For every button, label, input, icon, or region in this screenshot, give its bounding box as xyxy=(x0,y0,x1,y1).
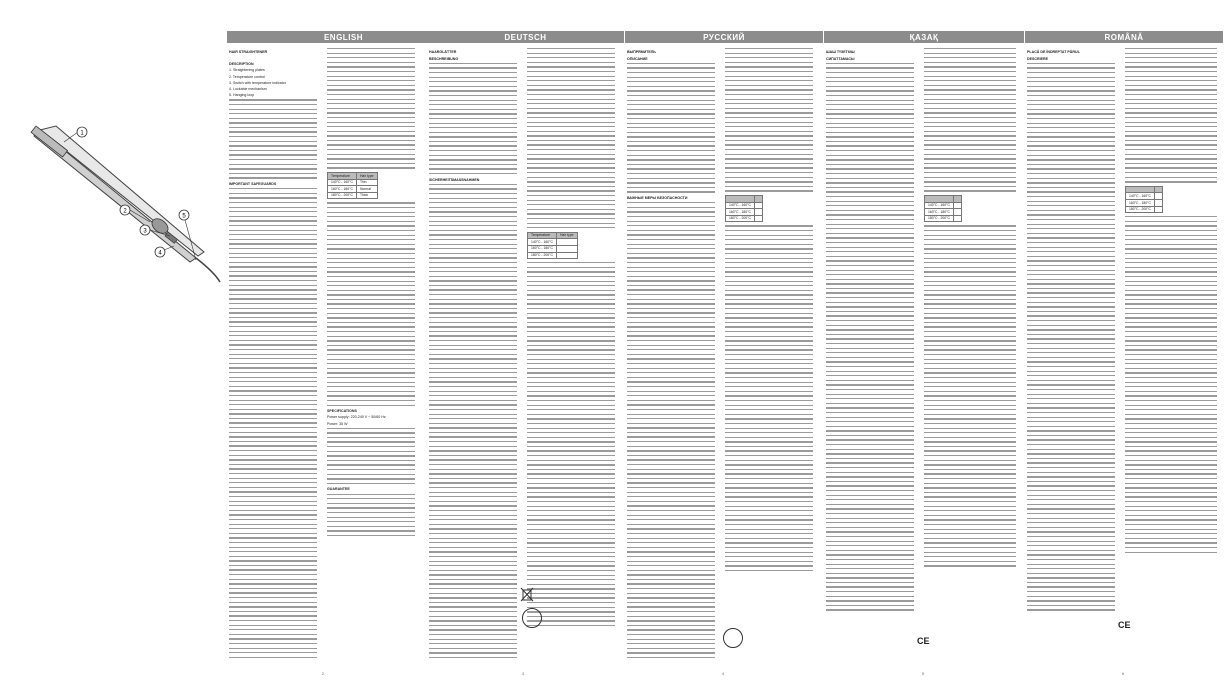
spec-power: Power: 35 W xyxy=(327,421,348,426)
certification-logo-ru xyxy=(723,628,743,648)
temp-cell: 160°C - 180°C xyxy=(726,209,755,216)
hair-type-cell: Normal xyxy=(356,186,377,193)
description-item-4: 4. Lockable mechanism xyxy=(229,86,267,91)
deutsch-safety-title: SICHERHEITSMASSNAHMEN xyxy=(429,177,480,182)
english-text-block-d xyxy=(327,202,415,405)
ce-mark-ro: CE xyxy=(1118,620,1131,630)
kazakh-column-2 xyxy=(924,48,1020,658)
section-header-kazakh: ҚАЗАҚ xyxy=(824,31,1024,43)
callout-1 xyxy=(64,127,87,142)
page-number: 5 xyxy=(922,672,924,676)
wheelie-bin-icon xyxy=(520,586,534,602)
temp-cell: 160°C - 180°C xyxy=(528,245,557,252)
romana-column-1 xyxy=(1027,48,1119,658)
straightener-arm-top xyxy=(40,126,204,256)
temp-cell: 140°C - 160°C xyxy=(328,179,357,186)
hair-type-cell: Thin xyxy=(356,179,377,186)
temperature-table-ro xyxy=(1125,186,1163,213)
romana-title: PLACĂ DE ÎNDREPTAT PĂRUL xyxy=(1027,50,1080,54)
temp-cell: 180°C - 200°C xyxy=(528,252,557,259)
russian-column-1 xyxy=(627,48,719,658)
english-text-block-b xyxy=(229,188,317,658)
label-1: 1 xyxy=(80,130,84,137)
temp-cell: 160°C - 180°C xyxy=(1126,200,1155,207)
russian-safety-title: ВАЖНЫЕ МЕРЫ БЕЗОПАСНОСТИ xyxy=(627,196,688,200)
page-number: 3 xyxy=(522,672,524,676)
deutsch-description-title: BESCHREIBUNG xyxy=(429,56,459,61)
page-number: 4 xyxy=(722,672,724,676)
russian-text-block-b xyxy=(627,202,715,658)
temp-cell: 160°C - 180°C xyxy=(328,186,357,193)
deutsch-text-block-b xyxy=(429,184,517,658)
kazakh-text-block-b xyxy=(924,48,1016,192)
temperature-table-ru xyxy=(725,195,763,222)
description-item-5: 5. Hanging loop xyxy=(229,93,255,98)
russian-text-block-d xyxy=(725,225,813,571)
hair-type-cell: Thick xyxy=(356,192,377,199)
temp-cell: 180°C - 200°C xyxy=(328,192,357,199)
temp-cell: 140°C - 160°C xyxy=(726,202,755,209)
hair-type-header: Hair type xyxy=(556,232,577,239)
section-header-russian: РУССКИЙ xyxy=(625,31,823,43)
russian-text-block-a xyxy=(627,63,715,193)
romana-text-block-a xyxy=(1027,63,1115,611)
english-text-block-a xyxy=(229,99,317,178)
english-description-title: DESCRIPTION xyxy=(229,62,254,67)
kazakh-description-title: СИПАТТАМАСЫ xyxy=(826,56,855,61)
temperature-table-kz xyxy=(924,195,962,222)
deutsch-text-block-d xyxy=(527,262,615,626)
russian-text-block-c xyxy=(725,48,813,192)
russian-column-2 xyxy=(725,48,817,658)
section-header-deutsch: DEUTSCH xyxy=(427,31,624,43)
temp-header: Temperature xyxy=(328,173,357,180)
description-item-2: 2. Temperature control xyxy=(229,74,265,79)
romana-text-block-b xyxy=(1125,48,1217,183)
deutsch-text-block-a xyxy=(429,63,517,175)
power-cord xyxy=(196,258,220,282)
label-5: 5 xyxy=(182,213,186,220)
temp-cell: 180°C - 200°C xyxy=(1126,206,1155,213)
english-spec-title: SPECIFICATIONS xyxy=(327,409,357,414)
russian-title: ВЫПРЯМИТЕЛЬ xyxy=(627,50,656,54)
temp-cell: 180°C - 200°C xyxy=(925,215,954,222)
english-column-1 xyxy=(229,48,321,658)
deutsch-column-2 xyxy=(527,48,619,658)
label-4: 4 xyxy=(158,250,162,257)
english-safety-title: IMPORTANT SAFEGUARDS xyxy=(229,182,277,186)
temp-header: Temperature xyxy=(528,232,557,239)
romana-column-2 xyxy=(1125,48,1221,658)
certification-logo-de xyxy=(522,608,542,628)
romana-description-title: DESCRIERE xyxy=(1027,56,1048,61)
page-number: 2 xyxy=(322,672,324,676)
deutsch-text-block-c xyxy=(527,48,615,228)
temperature-table-de xyxy=(527,232,578,259)
description-item-1: 1. Straightening plates xyxy=(229,68,265,73)
kazakh-text-block-a xyxy=(826,63,914,611)
label-2: 2 xyxy=(123,208,127,215)
description-item-3: 3. Switch with temperature indicator xyxy=(229,80,286,85)
english-text-block-c xyxy=(327,48,415,169)
temperature-table xyxy=(327,172,378,199)
temp-cell: 180°C - 200°C xyxy=(726,215,755,222)
russian-description-title: ОПИСАНИЕ xyxy=(627,56,648,61)
english-text-block-f xyxy=(327,494,415,537)
temp-cell: 160°C - 180°C xyxy=(925,209,954,216)
romana-text-block-c xyxy=(1125,216,1217,553)
english-guarantee-title: GUARANTEE xyxy=(327,487,350,492)
kazakh-text-block-c xyxy=(924,225,1016,566)
callout-4 xyxy=(155,246,174,257)
kazakh-column-1 xyxy=(826,48,918,658)
ce-mark-kz: CE xyxy=(917,636,930,646)
temp-cell: 140°C - 160°C xyxy=(528,239,557,246)
temp-cell: 140°C - 160°C xyxy=(925,202,954,209)
spec-power-supply: Power supply: 220-240 V ~ 50/60 Hz xyxy=(327,415,386,420)
deutsch-title: HAARGLÄTTER xyxy=(429,50,457,54)
section-header-romana: ROMÂNĂ xyxy=(1025,31,1223,43)
english-text-block-e xyxy=(327,428,415,484)
hair-straightener-diagram xyxy=(0,60,225,290)
section-header-english: ENGLISH xyxy=(227,31,460,43)
deutsch-column-1 xyxy=(429,48,521,658)
english-column-2 xyxy=(327,48,419,658)
label-3: 3 xyxy=(143,228,147,235)
hair-type-header: Hair type xyxy=(356,173,377,180)
kazakh-title: ШАШ ТҮЗЕТКІШ xyxy=(826,50,855,54)
temp-cell: 140°C - 160°C xyxy=(1126,193,1155,200)
page-number: 6 xyxy=(1122,672,1124,676)
english-title: HAIR STRAIGHTENER xyxy=(229,50,268,54)
